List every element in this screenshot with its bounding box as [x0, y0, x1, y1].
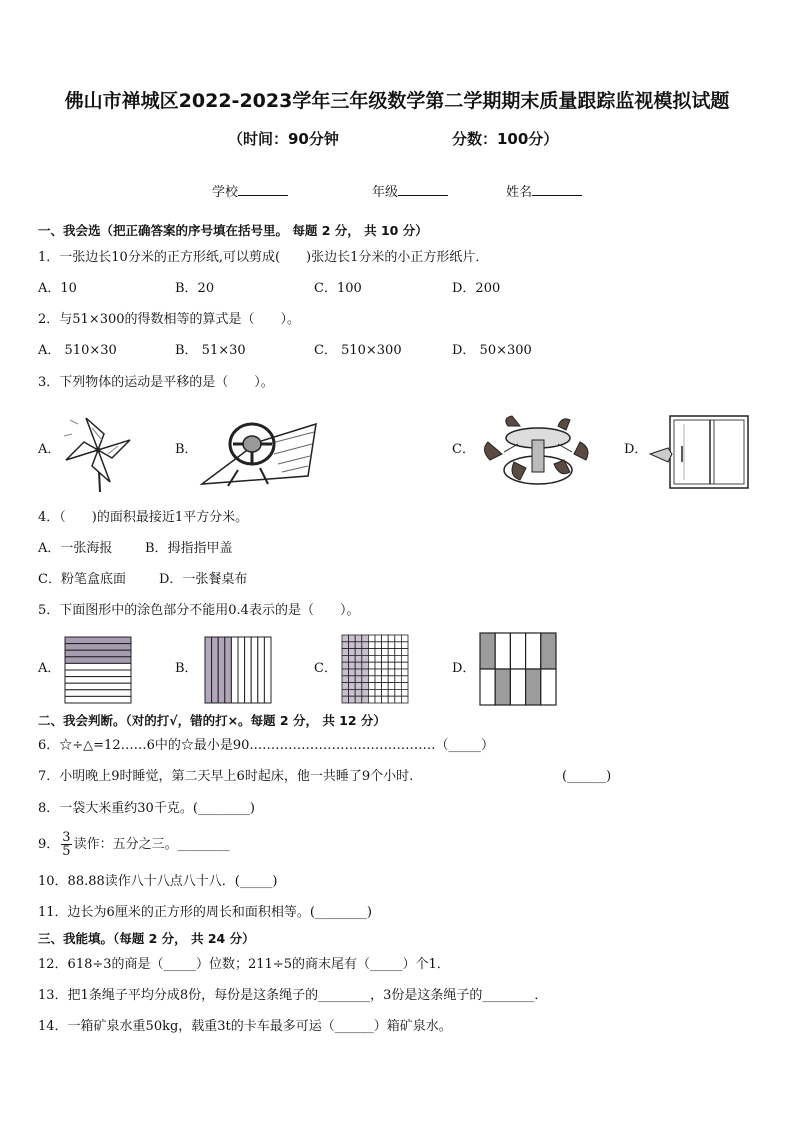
grid-cell [388, 683, 395, 690]
question-5: 5．下面图形中的涂色部分不能用0.4表示的是（ ）。 [38, 603, 360, 618]
grid-cell [388, 689, 395, 696]
grid-cell [401, 676, 408, 683]
score-label: 分数：100分） [452, 130, 559, 148]
strip-cell [245, 637, 252, 703]
grid-cell [342, 642, 349, 649]
grid-cell [362, 683, 369, 690]
q3-option-d[interactable]: D． [624, 442, 648, 457]
sliding-window-icon [648, 414, 752, 490]
grid-cell [401, 683, 408, 690]
grid-cell [395, 696, 402, 703]
grid-cell [342, 676, 349, 683]
grid-cell [342, 655, 349, 662]
grid-cell [382, 669, 389, 676]
grid-cell [375, 662, 382, 669]
grid-cell [368, 635, 375, 642]
grid-cell [349, 683, 356, 690]
strip-cell [65, 650, 131, 657]
q2-option-b[interactable]: B． 51×30 [175, 343, 246, 358]
q3-option-c[interactable]: C． [452, 442, 475, 457]
grid-cell [382, 642, 389, 649]
grid-cell [349, 642, 356, 649]
grid-cell [368, 655, 375, 662]
strip-cell [238, 637, 245, 703]
q9-prefix: 9． [38, 837, 60, 852]
grid-cell [401, 655, 408, 662]
question-6: 6．☆÷△=12……6中的☆最小是90.……………………………………（_____） [38, 738, 495, 753]
grid-cell [368, 676, 375, 683]
question-12: 12．618÷3的商是（_____）位数；211÷5的商末尾有（_____）个1． [38, 957, 450, 972]
grid-cell [355, 642, 362, 649]
q5-option-d[interactable]: D． [452, 661, 476, 676]
grid-cell [388, 655, 395, 662]
q4-option-c[interactable]: C．粉笔盒底面 [38, 572, 126, 587]
grid-cell [401, 689, 408, 696]
question-3: 3．下列物体的运动是平移的是（ ）。 [38, 375, 274, 390]
grid-cell [541, 633, 556, 669]
strip-cell [65, 637, 131, 644]
grid-cell [388, 649, 395, 656]
grid-cell [382, 649, 389, 656]
question-11: 11．边长为6厘米的正方形的周长和面积相等。(________) [38, 905, 372, 920]
grid-cell [342, 696, 349, 703]
grid-cell [375, 683, 382, 690]
grid-cell [355, 649, 362, 656]
grid-cell [395, 649, 402, 656]
grid-cell [510, 633, 525, 669]
grid-cell [388, 696, 395, 703]
strip-cell [225, 637, 232, 703]
question-1: 1．一张边长10分米的正方形纸,可以剪成( )张边长1分米的小正方形纸片． [38, 250, 489, 265]
grid-cell [388, 635, 395, 642]
grid-cell [349, 669, 356, 676]
question-7: 7．小明晚上9时睡觉，第二天早上6时起床，他一共睡了9个小时. [38, 769, 414, 784]
fraction-numerator: 3 [62, 830, 71, 845]
q5-option-c[interactable]: C． [314, 661, 337, 676]
grid-cell [382, 662, 389, 669]
question-4: 4．（ )的面积最接近1平方分米。 [38, 510, 249, 525]
grid-cell [401, 635, 408, 642]
grid-cell [349, 635, 356, 642]
grade-label: 年级 [372, 185, 399, 200]
q2-option-d[interactable]: D． 50×300 [452, 343, 532, 358]
grid-cell [349, 696, 356, 703]
grid-cell [388, 669, 395, 676]
time-label: （时间：90分钟 [228, 130, 339, 148]
grid-cell [388, 642, 395, 649]
section1-heading: 一、我会选（把正确答案的序号填在括号里。 每题 2 分， 共 10 分） [38, 223, 428, 238]
strip-cell [65, 696, 131, 703]
grid-cell [368, 642, 375, 649]
grid-cell [510, 669, 525, 705]
q5-option-b[interactable]: B． [175, 661, 198, 676]
pinwheel-icon [56, 410, 140, 494]
q7-answer-blank[interactable]: (______) [562, 769, 612, 784]
grid-cell [355, 669, 362, 676]
strip-cell [65, 677, 131, 684]
q3-option-b[interactable]: B． [175, 442, 198, 457]
grade-blank[interactable] [398, 183, 448, 196]
grid-cell [349, 676, 356, 683]
strip-cell [231, 637, 238, 703]
grid-cell [526, 633, 541, 669]
grid-cell [375, 676, 382, 683]
fraction-denominator: 5 [62, 844, 71, 859]
grid-cell [395, 655, 402, 662]
school-blank[interactable] [238, 183, 288, 196]
q4-option-d[interactable]: D．一张餐桌布 [159, 572, 248, 587]
section2-heading: 二、我会判断。（对的打√，错的打×。每题 2 分， 共 12 分） [38, 713, 386, 728]
grid-cell [342, 669, 349, 676]
grid-cell [395, 669, 402, 676]
fraction-three-fifths [61, 831, 71, 858]
strip-cell [65, 690, 131, 697]
steering-wheel-icon [198, 414, 318, 490]
q2-option-c[interactable]: C． 510×300 [314, 343, 402, 358]
grid-cell [382, 655, 389, 662]
strip-cell [264, 637, 271, 703]
grid-cell [395, 662, 402, 669]
strip-cell [212, 637, 219, 703]
grid-cell [401, 669, 408, 676]
grid-cell [362, 669, 369, 676]
q1-option-d[interactable]: D．200 [452, 281, 501, 296]
grid-cell [395, 642, 402, 649]
name-field [506, 181, 582, 200]
grid-cell [362, 662, 369, 669]
grid-cell [495, 633, 510, 669]
q4-option-a[interactable]: A．一张海报 [38, 541, 113, 556]
grid-cell [382, 676, 389, 683]
grid-cell [355, 676, 362, 683]
q1-option-b[interactable]: B．20 [175, 281, 215, 296]
strip-cell [205, 637, 212, 703]
school-label: 学校 [212, 185, 239, 200]
q9-suffix: 读作：五分之三。________ [73, 837, 230, 852]
q2-option-a[interactable]: A． 510×30 [38, 343, 117, 358]
page-title: 佛山市禅城区2022-2023学年三年级数学第二学期期末质量跟踪监视模拟试题 [64, 90, 730, 112]
strip-cell [218, 637, 225, 703]
grid-cell [382, 696, 389, 703]
grid-cell [362, 635, 369, 642]
grid-cell [355, 683, 362, 690]
grid-cell [349, 662, 356, 669]
strip-cell [65, 644, 131, 651]
grid-cell [382, 683, 389, 690]
grid-cell [375, 689, 382, 696]
grid-cell [355, 662, 362, 669]
grid-cell [368, 649, 375, 656]
grid-cell [362, 655, 369, 662]
grid-cell [375, 642, 382, 649]
grid-cell [401, 696, 408, 703]
hundred-grid-figure [340, 633, 410, 705]
school-field [212, 181, 288, 200]
grid-cell [368, 683, 375, 690]
q3-option-a[interactable]: A． [38, 442, 61, 457]
grid-cell [395, 635, 402, 642]
carousel-icon [478, 414, 598, 488]
grade-field [372, 181, 448, 200]
grid-cell [480, 633, 495, 669]
grid-cell [355, 635, 362, 642]
grid-cell [495, 669, 510, 705]
grid-cell [368, 662, 375, 669]
grid-cell [349, 689, 356, 696]
grid-cell [368, 696, 375, 703]
grid-cell [349, 649, 356, 656]
grid-cell [355, 689, 362, 696]
question-13: 13．把1条绳子平均分成8份，每份是这条绳子的________，3份是这条绳子的________． [38, 988, 548, 1003]
grid-cell [401, 642, 408, 649]
question-8: 8．一袋大米重约30千克。(________) [38, 801, 255, 816]
grid-horizontal-strips-figure [63, 635, 133, 705]
grid-cell [382, 635, 389, 642]
grid-cell [355, 655, 362, 662]
grid-cell [342, 649, 349, 656]
q5-option-a[interactable]: A． [38, 661, 61, 676]
name-blank[interactable] [532, 183, 582, 196]
grid-cell [355, 696, 362, 703]
q1-option-c[interactable]: C．100 [314, 281, 362, 296]
section3-heading: 三、我能填。（每题 2 分， 共 24 分） [38, 931, 255, 946]
grid-vertical-strips-figure [203, 635, 273, 705]
grid-cell [375, 696, 382, 703]
grid-cell [342, 662, 349, 669]
grid-cell [395, 683, 402, 690]
grid-cell [362, 689, 369, 696]
grid-cell [395, 689, 402, 696]
grid-cell [401, 649, 408, 656]
question-14: 14．一箱矿泉水重50kg，载重3t的卡车最多可运（______）箱矿泉水。 [38, 1019, 452, 1034]
grid-cell [368, 689, 375, 696]
grid-cell [342, 683, 349, 690]
question-2: 2．与51×300的得数相等的算式是（ ）。 [38, 312, 301, 327]
grid-cell [382, 689, 389, 696]
grid-cell [368, 669, 375, 676]
grid-cell [401, 662, 408, 669]
name-label: 姓名 [506, 185, 533, 200]
grid-cell [362, 649, 369, 656]
strip-cell [251, 637, 258, 703]
grid-cell [362, 696, 369, 703]
grid-cell [388, 662, 395, 669]
question-10: 10．88.88读作八十八点八十八．(_____) [38, 874, 278, 889]
strip-cell [65, 657, 131, 664]
grid-cell [388, 676, 395, 683]
grid-cell [480, 669, 495, 705]
grid-cell [541, 669, 556, 705]
strip-cell [65, 663, 131, 670]
strip-cell [65, 670, 131, 677]
q4-option-b[interactable]: B．拇指指甲盖 [145, 541, 233, 556]
grid-cell [395, 676, 402, 683]
question-9 [38, 828, 230, 862]
two-row-grid-figure [478, 631, 558, 707]
grid-cell [342, 689, 349, 696]
strip-cell [65, 683, 131, 690]
grid-cell [375, 635, 382, 642]
grid-cell [526, 669, 541, 705]
strip-cell [258, 637, 265, 703]
grid-cell [362, 642, 369, 649]
grid-cell [349, 655, 356, 662]
grid-cell [362, 676, 369, 683]
grid-cell [375, 655, 382, 662]
grid-cell [375, 669, 382, 676]
q1-option-a[interactable]: A．10 [38, 281, 77, 296]
grid-cell [342, 635, 349, 642]
grid-cell [375, 649, 382, 656]
